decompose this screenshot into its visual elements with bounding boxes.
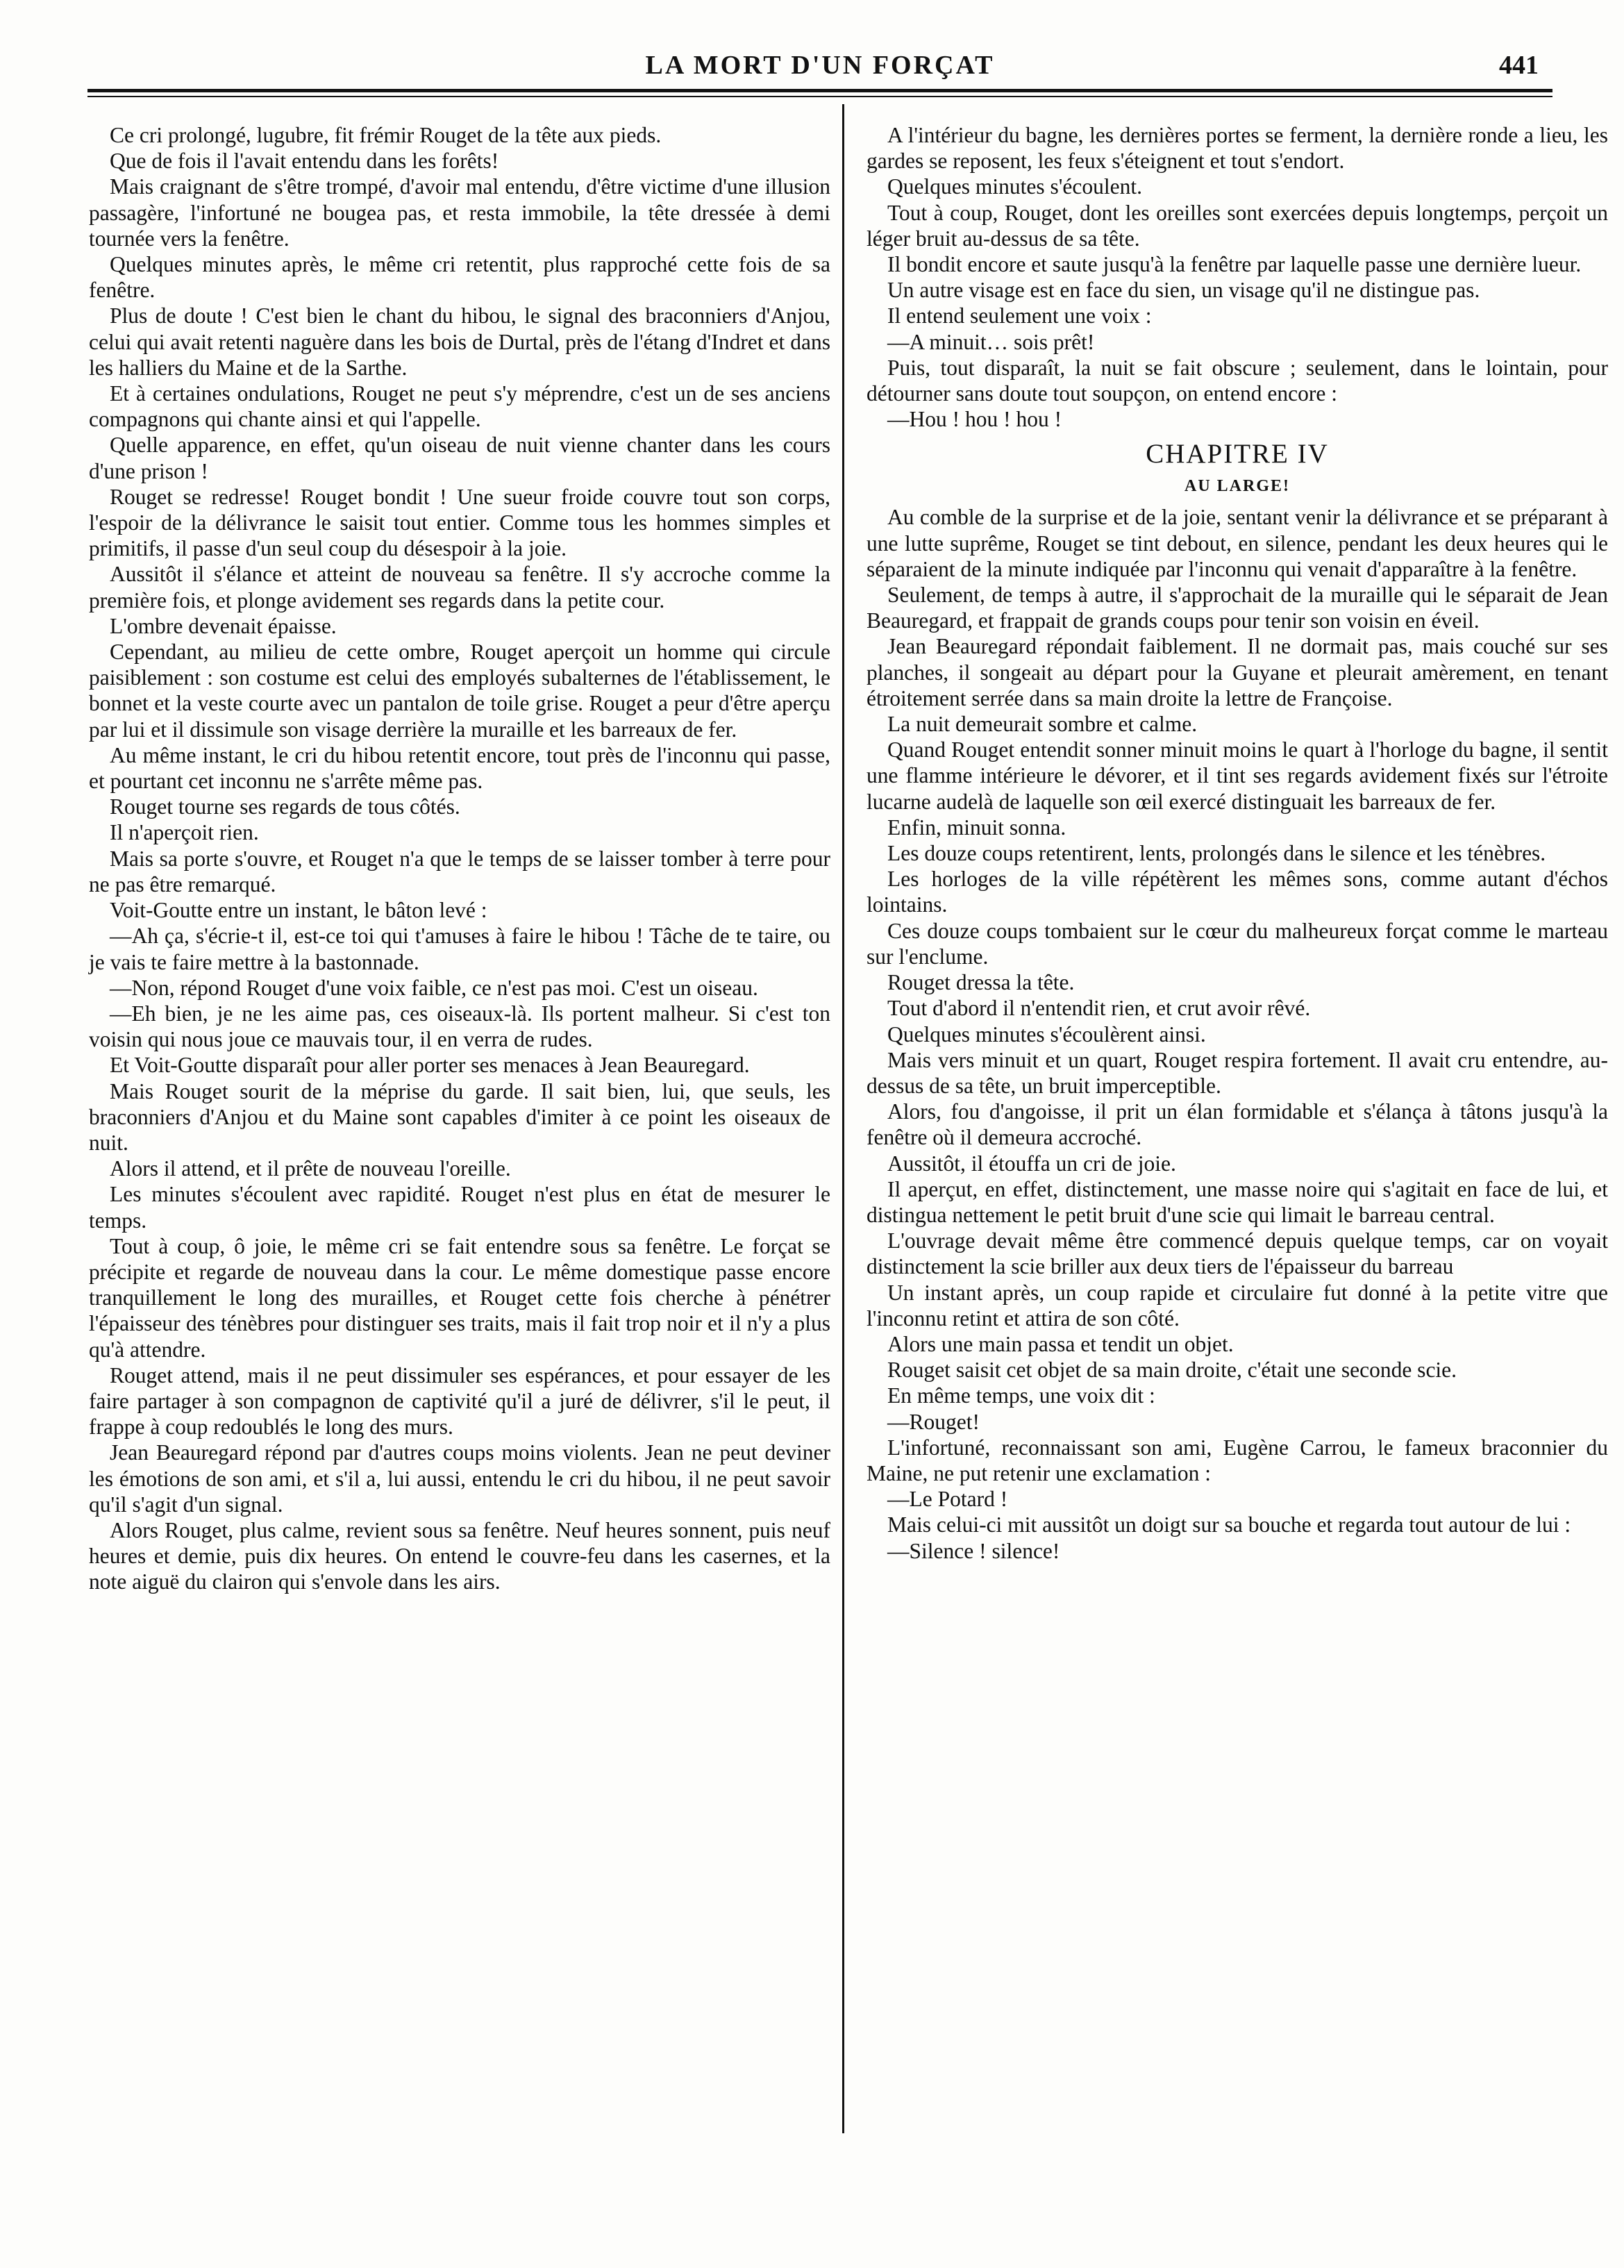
page-number: 441 (1499, 51, 1539, 80)
paragraph: —Ah ça, s'écrie-t il, est-ce toi qui t'amuses à faire le hibou ! Tâche de te taire, ou je vais te faire mettre à la bastonnade. (89, 924, 830, 974)
paragraph: L'ouvrage devait même être commencé depuis quelque temps, car on voyait distinctement la scie briller aux deux tiers de l'épaisseur du barreau (867, 1228, 1608, 1279)
paragraph: Plus de doute ! C'est bien le chant du hibou, le signal des braconniers d'Anjou, celui qui avait retenti naguère dans les bois de Durtal, près de l'étang d'Indret et dans les halliers du Maine et de la Sarthe. (89, 303, 830, 380)
paragraph: Et à certaines ondulations, Rouget ne peut s'y méprendre, c'est un de ses anciens compagnons qui chante ainsi et qui l'appelle. (89, 381, 830, 432)
paragraph: Mais celui-ci mit aussitôt un doigt sur sa bouche et regarda tout autour de lui : (887, 1512, 1571, 1537)
paragraph: Quelle apparence, en effet, qu'un oiseau de nuit vienne chanter dans les cours d'une prison ! (89, 433, 830, 483)
paragraph: —Non, répond Rouget d'une voix faible, ce n'est pas moi. C'est un oiseau. (110, 975, 758, 1000)
paragraph: Tout à coup, ô joie, le même cri se fait entendre sous sa fenêtre. Le forçat se précipite et regarde de nouveau dans la cour. Le même domestique passe encore tranquillement le long des murailles, et Rouget cette fois cherche à pénétrer l'épaisseur des ténèbres pour distinguer ses traits, mais il fait trop noir et il n'y a plus qu'à attendre. (89, 1233, 830, 1362)
paragraph: Alors Rouget, plus calme, revient sous sa fenêtre. Neuf heures sonnent, puis neuf heures et demie, puis dix heures. On entend le couvre-feu dans les casernes, et la note aiguë du clairon qui s'envole dans les airs. (89, 1517, 830, 1594)
paragraph: Alors il attend, et il prête de nouveau l'oreille. (110, 1156, 511, 1181)
paragraph: —Le Potard ! (887, 1487, 1008, 1512)
paragraph: La nuit demeurait sombre et calme. (887, 712, 1198, 737)
paragraph: Rouget dressa la tête. (887, 970, 1075, 995)
running-title: LA MORT D'UN FORÇAT (645, 51, 995, 80)
paragraph: Quelques minutes s'écoulèrent ainsi. (887, 1022, 1206, 1047)
paragraph: Tout d'abord il n'entendit rien, et crut avoir rêvé. (887, 996, 1311, 1021)
paragraph: Aussitôt, il étouffa un cri de joie. (887, 1151, 1176, 1176)
paragraph: —Silence ! silence! (887, 1538, 1060, 1563)
paragraph: Rouget se redresse! Rouget bondit ! Une sueur froide couvre tout son corps, l'espoir de la délivrance le saisit tout entier. Comme tous les hommes simples et primitifs, il passe d'un seul coup du désespoir à la joie. (89, 484, 830, 561)
paragraph: Il entend seulement une voix : (887, 303, 1152, 328)
paragraph: L'ombre devenait épaisse. (110, 613, 337, 638)
paragraph: Tout à coup, Rouget, dont les oreilles sont exercées depuis longtemps, perçoit un léger bruit au-dessus de sa tête. (867, 200, 1608, 251)
paragraph: Mais sa porte s'ouvre, et Rouget n'a que le temps de se laisser tomber à terre pour ne pas être remarqué. (89, 846, 830, 897)
paragraph: Quelques minutes s'écoulent. (887, 174, 1142, 199)
header-rule-thin (87, 96, 1552, 97)
paragraph: Et Voit-Goutte disparaît pour aller porter ses menaces à Jean Beauregard. (110, 1053, 750, 1078)
header-rule (87, 89, 1552, 92)
paragraph: —A minuit… sois prêt! (887, 329, 1095, 354)
paragraph: Quand Rouget entendit sonner minuit moins le quart à l'horloge du bagne, il sentit une flamme intérieure le dévorer, et il tint ses regards avidement fixés sur l'étroite lucarne audelà de laquelle son œil exercé distinguait les barreaux de fer. (867, 737, 1608, 814)
paragraph: Mais craignant de s'être trompé, d'avoir mal entendu, d'être victime d'une illusion passagère, l'infortuné ne bougea pas, et resta immobile, la tête dressée à demi tournée vers la fenêtre. (89, 174, 830, 251)
paragraph: Il bondit encore et saute jusqu'à la fenêtre par laquelle passe une dernière lueur. (887, 252, 1582, 277)
paragraph: Puis, tout disparaît, la nuit se fait obscure ; seulement, dans le lointain, pour détourner sans doute tout soupçon, on entend encore : (867, 355, 1608, 406)
paragraph: Au même instant, le cri du hibou retentit encore, tout près de l'inconnu qui passe, et pourtant cet inconnu ne s'arrête même pas. (89, 742, 830, 794)
paragraph: Alors, fou d'angoisse, il prit un élan formidable et s'élança à tâtons jusqu'à la fenêtre où il demeura accroché. (867, 1099, 1608, 1150)
paragraph: Les minutes s'écoulent avec rapidité. Rouget n'est plus en état de mesurer le temps. (89, 1182, 830, 1233)
paragraph: Rouget saisit cet objet de sa main droite, c'était une seconde scie. (887, 1358, 1457, 1383)
paragraph: Rouget attend, mais il ne peut dissimuler ses espérances, et pour essayer de les faire partager à son compagnon de captivité qu'il a juré de délivrer, s'il le peut, il frappe à coup redoublés le long des murs. (89, 1362, 830, 1440)
left-column (89, 122, 830, 1595)
paragraph: Au comble de la surprise et de la joie, sentant venir la délivrance et se préparant à une lutte suprême, Rouget se tint debout, en silence, pendant les deux heures qui le séparaient de la minute indiquée par l'inconnu qui venait d'apparaître à la fenêtre. (867, 505, 1608, 581)
page-header (87, 50, 1552, 92)
paragraph: A l'intérieur du bagne, les dernières portes se ferment, la dernière ronde a lieu, les gardes se reposent, les feux s'éteignent et tout s'endort. (867, 123, 1608, 174)
paragraph: Mais Rouget sourit de la méprise du garde. Il sait bien, lui, que seuls, les braconniers d'Anjou et du Maine sont capables d'imiter à ce point les oiseaux de nuit. (89, 1078, 830, 1155)
paragraph: Mais vers minuit et un quart, Rouget respira fortement. Il avait cru entendre, au-dessus de sa tête, un bruit imperceptible. (867, 1047, 1608, 1098)
paragraph: Jean Beauregard répond par d'autres coups moins violents. Jean ne peut deviner les émotions de son ami, et s'il a, lui aussi, entendu le cri du hibou, il ne peut savoir qu'il s'agit d'un signal. (89, 1440, 830, 1517)
chapter-title: CHAPITRE IV (1146, 439, 1329, 469)
paragraph: Alors une main passa et tendit un objet. (887, 1331, 1234, 1356)
paragraph: Un instant après, un coup rapide et circulaire fut donné à la petite vitre que l'inconnu retint et attira de son côté. (867, 1280, 1608, 1331)
paragraph: Ces douze coups tombaient sur le cœur du malheureux forçat comme le marteau sur l'enclume. (867, 918, 1608, 969)
paragraph: Quelques minutes après, le même cri retentit, plus rapproché cette fois de sa fenêtre. (89, 252, 830, 303)
paragraph: —Rouget! (887, 1409, 980, 1434)
right-column (867, 122, 1608, 1564)
paragraph: Seulement, de temps à autre, il s'approchait de la muraille qui le séparait de Jean Beauregard, et frappait de grands coups pour tenir son voisin en éveil. (867, 583, 1608, 633)
paragraph: Les horloges de la ville répétèrent les mêmes sons, comme autant d'échos lointains. (867, 867, 1608, 917)
chapter-subtitle: AU LARGE! (1184, 477, 1290, 496)
paragraph: Cependant, au milieu de cette ombre, Rouget aperçoit un homme qui circule paisiblement : son costume est celui des employés subalternes de l'établissement, le bonnet et la veste courte avec un pantalon de toile grise. Rouget a peur d'être aperçu par lui et il dissimule son visage derrière la muraille et les barreaux de fer. (89, 640, 830, 742)
paragraph: Enfin, minuit sonna. (887, 815, 1066, 840)
paragraph: L'infortuné, reconnaissant son ami, Eugène Carrou, le fameux braconnier du Maine, ne put retenir une exclamation : (867, 1435, 1608, 1485)
column-divider (842, 104, 844, 2133)
paragraph: Un autre visage est en face du sien, un visage qu'il ne distingue pas. (887, 278, 1480, 303)
paragraph: Il aperçut, en effet, distinctement, une masse noire qui s'agitait en face de lui, et distingua nettement le petit bruit d'une scie qui limait le barreau central. (867, 1176, 1608, 1227)
paragraph: Voit-Goutte entre un instant, le bâton levé : (110, 898, 487, 923)
paragraph: En même temps, une voix dit : (887, 1383, 1155, 1408)
paragraph: Il n'aperçoit rien. (110, 820, 259, 845)
paragraph: Rouget tourne ses regards de tous côtés. (110, 794, 460, 819)
paragraph: —Hou ! hou ! hou ! (887, 407, 1062, 432)
paragraph: Ce cri prolongé, lugubre, fit frémir Rouget de la tête aux pieds. (110, 123, 662, 147)
paragraph: Aussitôt il s'élance et atteint de nouveau sa fenêtre. Il s'y accroche comme la première fois, et plonge avidement ses regards dans la petite cour. (89, 562, 830, 612)
paragraph: Les douze coups retentirent, lents, prolongés dans le silence et les ténèbres. (887, 841, 1546, 866)
paragraph: —Eh bien, je ne les aime pas, ces oiseaux-là. Ils portent malheur. Si c'est ton voisin qui nous joue ce mauvais tour, il en verra de rudes. (89, 1001, 830, 1052)
paragraph: Jean Beauregard répondait faiblement. Il ne dormait pas, mais couché sur ses planches, il songeait au départ pour la Guyane et pleurait amèrement, en tenant étroitement serrée dans sa main droite la lettre de Françoise. (867, 634, 1608, 710)
paragraph: Que de fois il l'avait entendu dans les forêts! (110, 149, 499, 174)
